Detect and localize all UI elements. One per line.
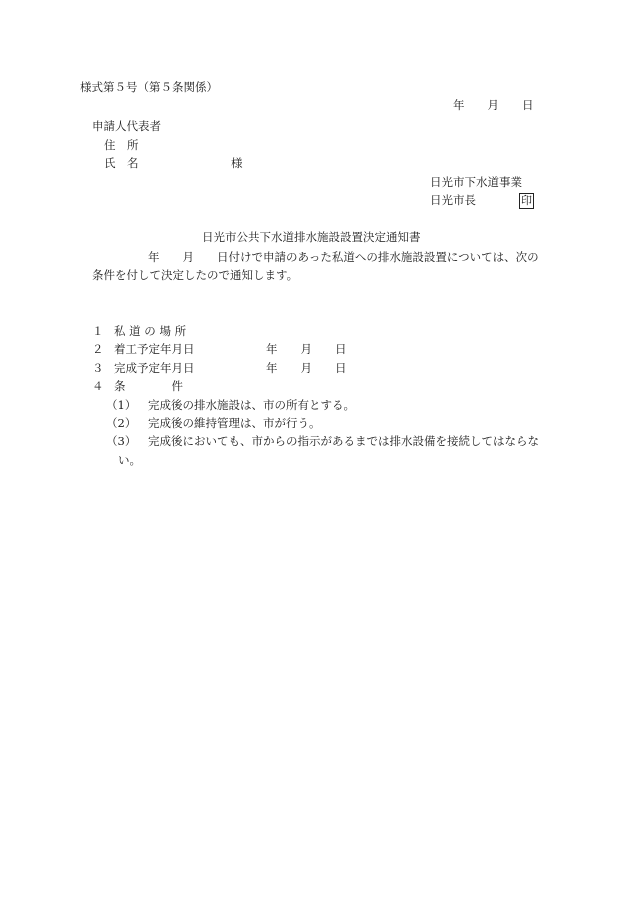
condition-text: 完成後の維持管理は、市が行う。	[148, 416, 321, 430]
body-line-1: 年 月 日付けで申請のあった私道への排水施設設置については、次の	[148, 250, 539, 264]
applicant-address-label: 住 所	[104, 138, 139, 152]
form-number: 様式第５号（第５条関係）	[80, 80, 218, 94]
list-item	[92, 342, 347, 356]
seal-box	[519, 193, 534, 209]
condition-number: （2）	[106, 416, 137, 430]
item-number: １	[92, 324, 104, 338]
applicant-heading: 申請人代表者	[92, 119, 161, 133]
list-item	[92, 361, 347, 375]
list-item	[92, 379, 183, 393]
condition-item	[106, 416, 321, 430]
body-line-2: 条件を付して決定したので通知します。	[92, 268, 299, 282]
condition-item	[106, 398, 355, 412]
item-label: 条 件	[114, 379, 183, 393]
applicant-honorific: 様	[231, 156, 243, 170]
item-value: 年 月 日	[266, 342, 347, 356]
item-label: 着工予定年月日	[114, 342, 195, 356]
item-number: ４	[92, 379, 104, 393]
list-item	[92, 324, 187, 338]
item-label: 完成予定年月日	[114, 361, 195, 375]
applicant-name-label: 氏 名	[104, 156, 139, 170]
issue-date: 年 月 日	[453, 98, 534, 112]
condition-number: （1）	[106, 398, 137, 412]
condition-continuation: い。	[118, 453, 141, 467]
item-label: 私 道 の 場 所	[114, 324, 187, 338]
condition-text: 完成後の排水施設は、市の所有とする。	[148, 398, 355, 412]
item-number: ２	[92, 342, 104, 356]
condition-item	[106, 434, 539, 448]
condition-number: （3）	[106, 434, 137, 448]
document-title: 日光市公共下水道排水施設設置決定通知書	[202, 230, 421, 244]
condition-text: 完成後においても、市からの指示があるまでは排水設備を接続してはならな	[148, 434, 539, 448]
item-value: 年 月 日	[266, 361, 347, 375]
issuer-org: 日光市下水道事業	[430, 175, 522, 189]
seal-mark: 印	[521, 194, 532, 207]
item-number: ３	[92, 361, 104, 375]
issuer-title: 日光市長	[430, 193, 476, 207]
